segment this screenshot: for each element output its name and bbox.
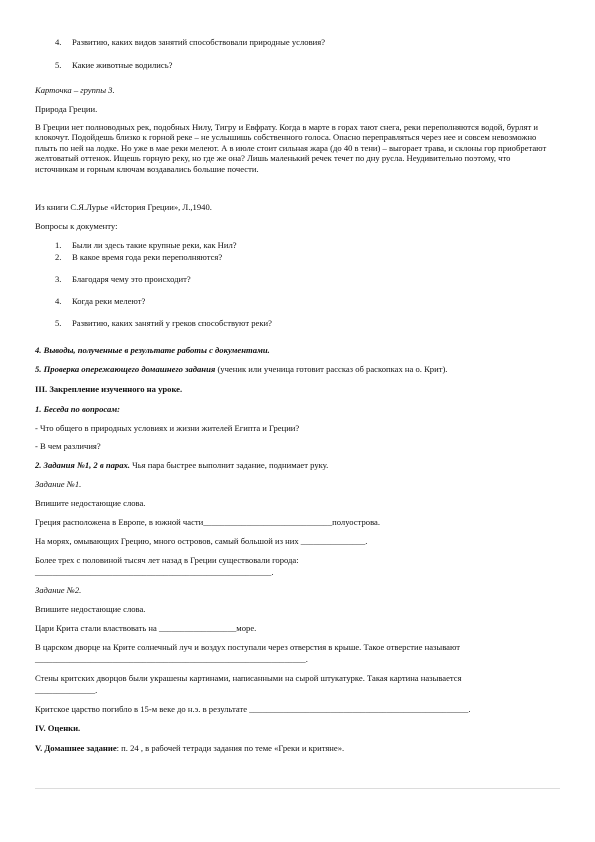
- task-line: На морях, омывающих Грецию, много островов, самый большой из них _______________.: [35, 536, 368, 546]
- list-item: Какие животные водились?: [72, 60, 173, 70]
- list-item: Развитию, каких занятий у греков способствуют реки?: [72, 318, 272, 328]
- card-text: В Греции нет полноводных рек, подобных Нилу, Тигру и Евфрату. Когда в марте в горах тают снега, реки переполняются водой, бурлят и клокочут. Подойдешь близко к горной реке – не услышишь собственного голоса. Опасно переправляться через нее и совсем невозможно плыть по ней на лодке. Но уже в мае реки мелеют. А в июле стоит сильная жара (до 40 в тени) – выгорает трава, и склоны гор приобретают желтоватый оттенок. Ищешь горную реку, но где же она? Лишь маленький речек течет по дну русла. Неудивительно поэтому, что источникам и горным ключам воздавались большие почести.: [35, 122, 547, 174]
- page-divider: [35, 788, 560, 789]
- task-line: Стены критских дворцов были украшены картинами, написанными на сырой штукатурке. Такая картина называется: [35, 673, 462, 683]
- list-number: 3.: [55, 274, 62, 284]
- question-line: - В чем различия?: [35, 441, 101, 451]
- section-heading: III. Закрепление изученного на уроке.: [35, 384, 183, 394]
- list-number: 4.: [55, 296, 62, 306]
- card-subtitle: Природа Греции.: [35, 104, 98, 114]
- task-title: Задание №2.: [35, 585, 82, 595]
- list-item: Были ли здесь такие крупные реки, как Нил?: [72, 240, 237, 250]
- list-number: 5.: [55, 318, 62, 328]
- list-item: Благодаря чему это происходит?: [72, 274, 191, 284]
- list-item: В какое время года реки переполняются?: [72, 252, 223, 262]
- list-item: Когда реки мелеют?: [72, 296, 146, 306]
- task-line: В царском дворце на Крите солнечный луч и воздух поступали через отверстия в крыше. Такое отверстие называют: [35, 642, 461, 652]
- task-line: Греция расположена в Европе, в южной части______________________________полуострова.: [35, 517, 380, 527]
- section-heading: 2. Задания №1, 2 в парах.: [35, 460, 130, 470]
- task-line: Цари Крита стали властвовать на __________________море.: [35, 623, 257, 633]
- section-text: Чья пара быстрее выполнит задание, поднимает руку.: [129, 460, 329, 470]
- task-title: Задание №1.: [35, 479, 82, 489]
- question-line: - Что общего в природных условиях и жизни жителей Египта и Греции?: [35, 423, 300, 433]
- list-number: 4.: [55, 37, 62, 47]
- questions-title: Вопросы к документу:: [35, 221, 118, 231]
- section-heading: 5. Проверка опережающего домашнего задания: [35, 364, 216, 374]
- section-heading: 1. Беседа по вопросам:: [35, 404, 121, 414]
- list-number: 1.: [55, 240, 62, 250]
- list-item: Развитию, каких видов занятий способствовали природные условия?: [72, 37, 326, 47]
- list-number: 2.: [55, 252, 62, 262]
- section-paragraph: [35, 364, 565, 374]
- section-paragraph: [35, 460, 565, 470]
- task-line: Более трех с половиной тысяч лет назад в Греции существовали города:: [35, 555, 299, 565]
- list-number: 5.: [55, 60, 62, 70]
- section-heading: IV. Оценки.: [35, 723, 81, 733]
- section-text: (ученик или ученица готовит рассказ об раскопках на о. Крит).: [215, 364, 448, 374]
- task-instruction: Впишите недостающие слова.: [35, 604, 146, 614]
- section-paragraph: [35, 743, 565, 753]
- task-line: _______________________________________________________.: [35, 567, 274, 577]
- task-line: ______________.: [35, 685, 98, 695]
- card-title: Карточка – группы 3.: [35, 85, 115, 95]
- section-heading: 4. Выводы, полученные в результате работы с документами.: [35, 345, 270, 355]
- section-text: : п. 24 , в рабочей тетради задания по теме «Греки и критяне».: [116, 743, 345, 753]
- task-line: _______________________________________________________________.: [35, 654, 308, 664]
- section-heading: V. Домашнее задание: [35, 743, 117, 753]
- card-source: Из книги С.Я.Лурье «История Греции», Л.,1940.: [35, 202, 212, 212]
- task-line: Критское царство погибло в 15-м веке до н.э. в результате ___________________________________________________.: [35, 704, 471, 714]
- task-instruction: Впишите недостающие слова.: [35, 498, 146, 508]
